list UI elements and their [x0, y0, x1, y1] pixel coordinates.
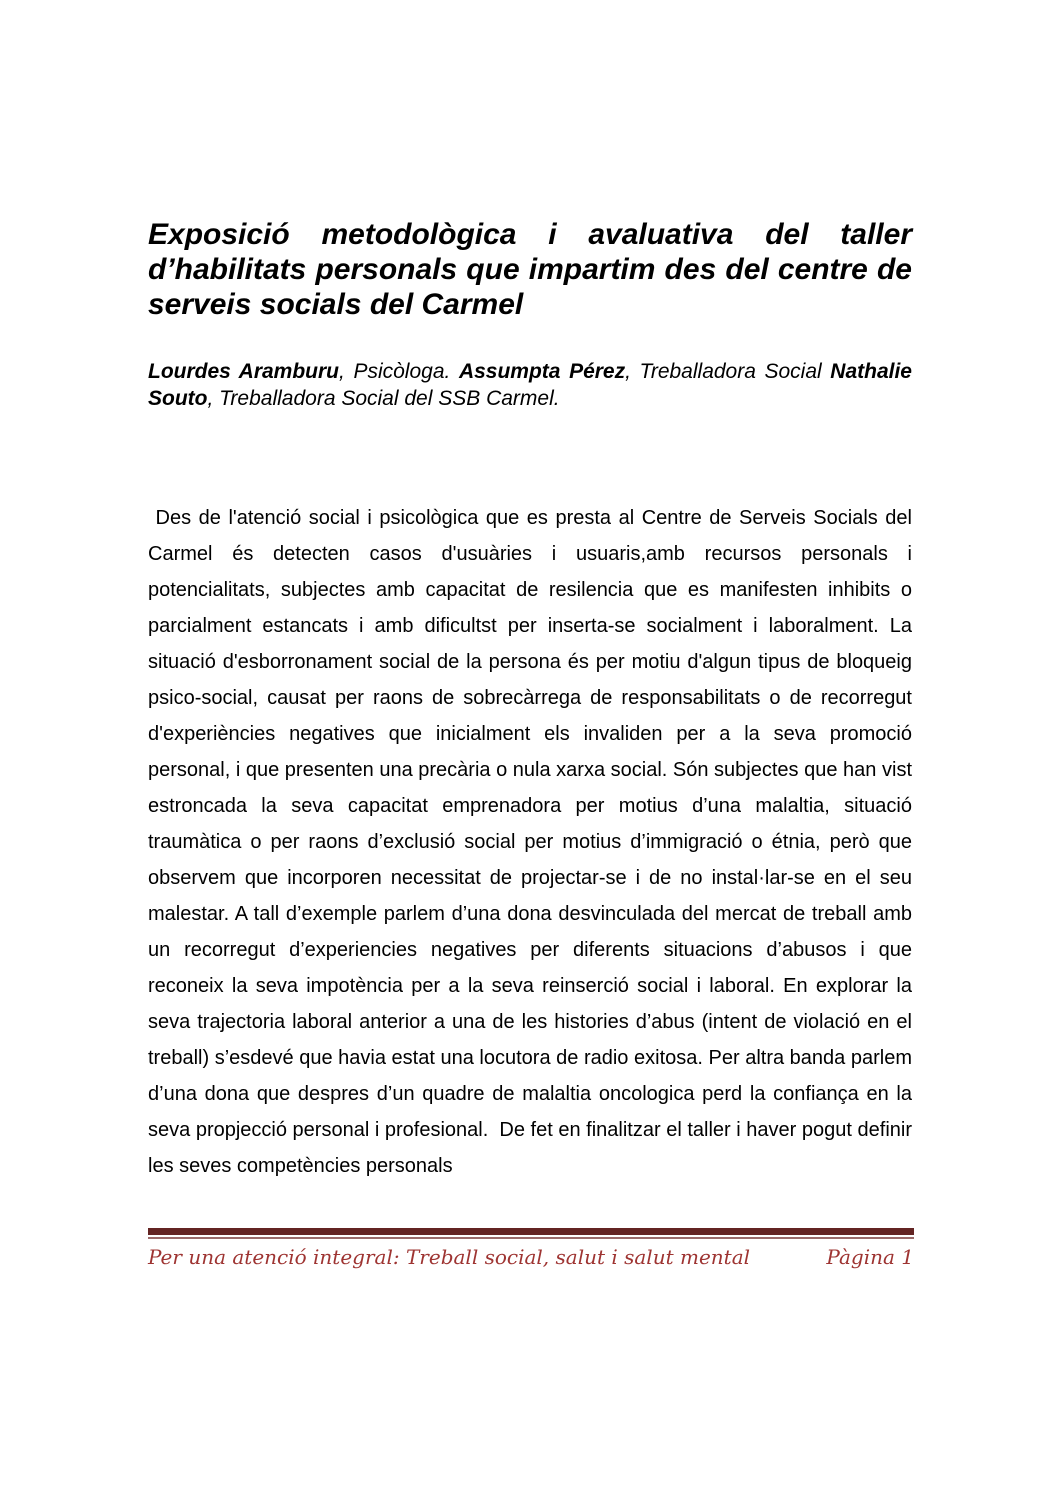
author-role: , Psicòloga. [339, 360, 459, 383]
footer-rule-thin [148, 1237, 914, 1239]
author-role: , Treballadora Social del SSB Carmel. [207, 387, 560, 410]
page-footer [148, 1228, 914, 1269]
footer-text-row [148, 1245, 914, 1269]
authors-line [148, 358, 912, 412]
body-paragraph: Des de l'atenció social i psicològica que es presta al Centre de Serveis Socials del Carmel és detecten casos d'usuàries i usuaris,amb recursos personals i potencialitats, subjectes amb capacitat de resilencia que es manifesten inhibits o parcialment estancats i amb dificultst per inserta-se socialment i laboralment. La situació d'esborronament social de la persona és per motiu d'algun tipus de bloqueig psico-social, causat per raons de sobrecàrrega de responsabilitats o de recorregut d'experiències negatives que inicialment els invaliden per a la seva promoció personal, i que presenten una precària o nula xarxa social. Són subjectes que han vist estroncada la seva capacitat emprenadora per motius d’una malaltia, situació traumàtica o per raons d’exclusió social per motius d’immigració o étnia, però que observem que incorporen necessitat de projectar-se i de no instal·lar-se en el seu malestar. A tall d’exemple parlem d’una dona desvinculada del mercat de treball amb un recorregut d’experiencies negatives per diferents situacions d’abusos i que reconeix la seva impotència per a la seva reinserció social i laboral. En explorar la seva trajectoria laboral anterior a una de les histories d’abus (intent de violació en el treball) s’esdevé que havia estat una locutora de radio exitosa. Per altra banda parlem d’una dona que despres d’un quadre de malaltia oncologica perd la confiança en la seva propjecció personal i profesional. De fet en finalitzar el taller i haver pogut definir les seves competències personals [148, 507, 918, 1177]
footer-rule-thick [148, 1228, 914, 1235]
page-content [148, 217, 918, 1184]
footer-page-number: Pàgina 1 [826, 1245, 914, 1269]
author-name: Lourdes Aramburu [148, 360, 340, 383]
author-role: , Treballadora Social [625, 360, 831, 383]
author-name: Assumpta Pérez [458, 360, 626, 383]
footer-left-text: Per una atenció integral: Treball social, salut i salut mental [148, 1245, 751, 1269]
document-title: Exposició metodològica i avaluativa del taller d’habilitats personals que impartim des del centre de serveis socials del Carmel [148, 218, 912, 321]
author-name: Nathalie Souto [148, 360, 912, 410]
